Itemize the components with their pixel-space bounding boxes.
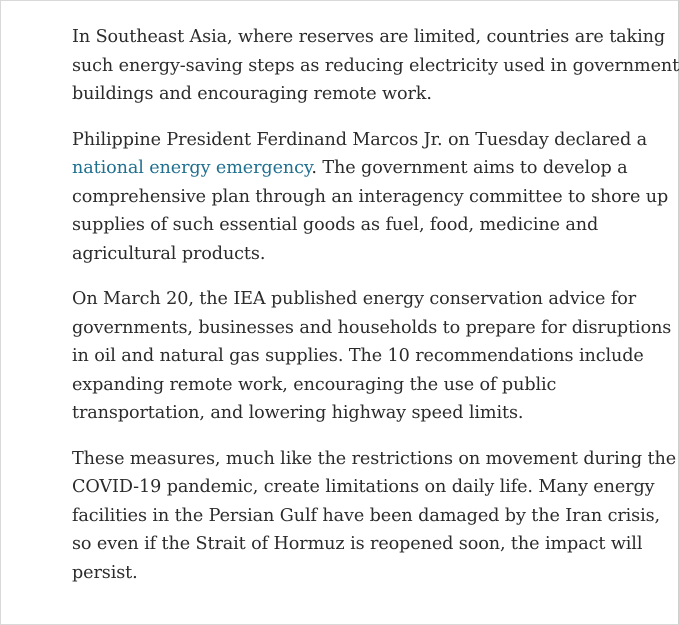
text-line: facilities in the Persian Gulf have been damaged by the Iran crisis, (72, 505, 661, 526)
text-line: In Southeast Asia, where reserves are limited, countries are taking (72, 27, 666, 47)
text-fragment: . The government aims to develop a (311, 158, 628, 178)
text-line: agricultural products. (72, 243, 266, 264)
text-line: On March 20, the IEA published energy conservation advice for (72, 289, 637, 309)
text-line: governments, businesses and households to prepare for disruptions (72, 317, 672, 338)
national-energy-emergency-link[interactable]: national energy emergency (72, 158, 312, 178)
text-line: These measures, much like the restrictions on movement during the (72, 448, 677, 469)
text-line: comprehensive plan through an interagency committee to shore up (72, 186, 669, 207)
text-line: so even if the Strait of Hormuz is reopened soon, the impact will (72, 534, 643, 554)
text-line: in oil and natural gas supplies. The 10 recommendations include (72, 346, 644, 366)
text-line: COVID-19 pandemic, create limitations on daily life. Many energy (72, 477, 655, 497)
text-line: transportation, and lowering highway speed limits. (72, 403, 524, 423)
text-line: supplies of such essential goods as fuel, food, medicine and (72, 215, 599, 235)
text-line: expanding remote work, encouraging the use of public (72, 374, 557, 395)
paragraph-philippines (72, 126, 669, 269)
text-line: such energy-saving steps as reducing electricity used in government (72, 55, 679, 76)
paragraph-measures (72, 445, 677, 588)
text-line: persist. (72, 562, 138, 583)
text-line: buildings and encouraging remote work. (72, 84, 432, 104)
article-body (72, 23, 679, 604)
paragraph-iea-advice (72, 285, 672, 428)
text-line-with-link (72, 154, 632, 183)
text-line: Philippine President Ferdinand Marcos Jr. on Tuesday declared a (72, 129, 647, 150)
paragraph-southeast-asia (72, 23, 679, 109)
